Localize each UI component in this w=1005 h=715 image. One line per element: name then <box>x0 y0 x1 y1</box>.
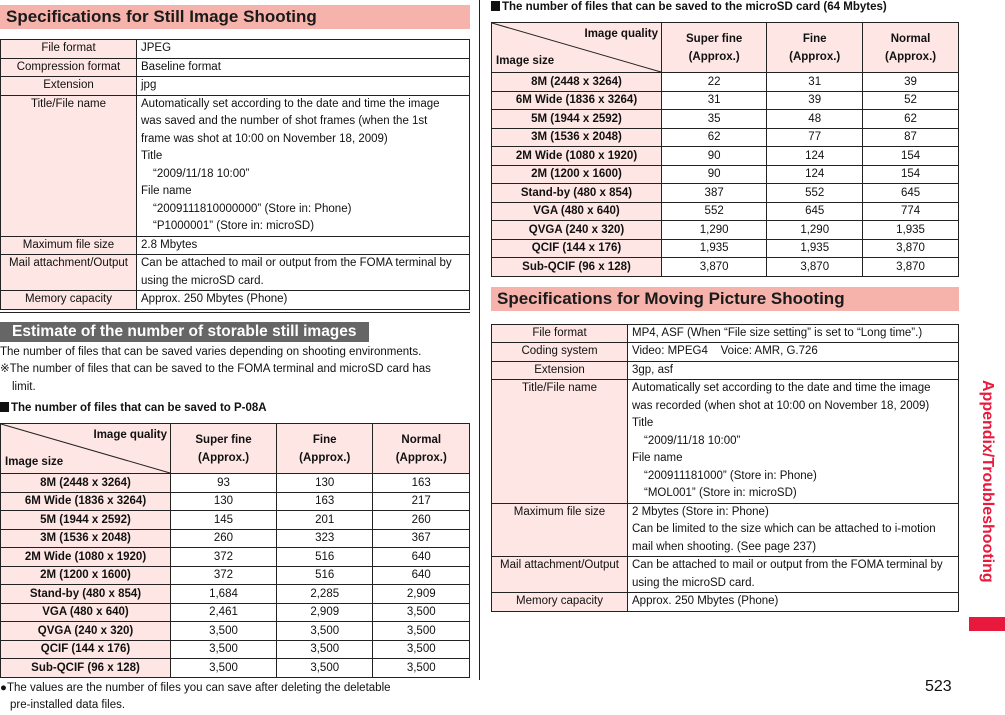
value-cell: 62 <box>662 128 767 147</box>
value-cell: 3,500 <box>373 640 470 659</box>
spec-value: Video: MPEG4 Voice: AMR, G.726 <box>628 343 959 362</box>
table-row <box>1 58 470 77</box>
table-row <box>1 77 470 96</box>
size-cell: QVGA (240 x 320) <box>492 221 662 240</box>
table-row <box>1 640 470 659</box>
value-cell: 387 <box>662 184 767 203</box>
size-cell: Sub-QCIF (96 x 128) <box>492 258 662 277</box>
table-row <box>1 474 470 493</box>
table-row <box>492 503 959 557</box>
value-cell: 645 <box>767 202 863 221</box>
table-row <box>492 593 959 612</box>
value-cell: 22 <box>662 73 767 92</box>
text-line: Normal <box>401 433 442 446</box>
value-cell: 640 <box>373 548 470 567</box>
table-row <box>1 291 470 310</box>
table-row <box>1 40 470 59</box>
table-row <box>492 343 959 362</box>
value-cell: 124 <box>767 147 863 166</box>
side-tab-marker <box>969 617 1005 631</box>
spec-value: MP4, ASF (When “File size setting” is set to “Long time”.) <box>628 324 959 343</box>
size-cell: 3M (1536 x 2048) <box>492 128 662 147</box>
table-row <box>492 202 959 221</box>
value-cell: 31 <box>767 73 863 92</box>
size-cell: 8M (2448 x 3264) <box>1 474 171 493</box>
value-cell: 2,909 <box>276 603 373 622</box>
spec-key: File format <box>492 324 628 343</box>
value-cell: 48 <box>767 110 863 129</box>
value-cell: 1,684 <box>171 585 277 604</box>
value-cell: 3,500 <box>373 622 470 641</box>
value-cell: 3,500 <box>373 603 470 622</box>
value-cell: 52 <box>863 91 959 110</box>
text-line: Automatically set according to the date and time the image <box>632 382 931 394</box>
spec-key: Extension <box>1 77 137 96</box>
value-cell: 154 <box>863 165 959 184</box>
text-line: “200911181000” (Store in: Phone) <box>644 469 817 482</box>
spec-value: Approx. 250 Mbytes (Phone) <box>628 593 959 612</box>
size-cell: QVGA (240 x 320) <box>1 622 171 641</box>
value-cell: 516 <box>276 548 373 567</box>
size-cell: 2M Wide (1080 x 1920) <box>492 147 662 166</box>
value-cell: 323 <box>276 529 373 548</box>
column-header <box>276 424 373 474</box>
value-cell: 1,935 <box>662 239 767 258</box>
value-cell: 87 <box>863 128 959 147</box>
text-line: using the microSD card. <box>632 576 755 589</box>
value-cell: 1,935 <box>863 221 959 240</box>
table-row <box>1 255 470 291</box>
value-cell: 2,909 <box>373 585 470 604</box>
value-cell: 372 <box>171 548 277 567</box>
text-line: was saved and the number of shot frames (when the 1st <box>141 115 428 127</box>
table-row <box>492 221 959 240</box>
text-line: was recorded (when shot at 10:00 on November 18, 2009) <box>632 399 930 412</box>
table-row <box>492 239 959 258</box>
value-cell: 552 <box>662 202 767 221</box>
spec-value: Approx. 250 Mbytes (Phone) <box>137 291 470 310</box>
table-row <box>492 147 959 166</box>
value-cell: 3,500 <box>171 659 277 678</box>
value-cell: 77 <box>767 128 863 147</box>
table-row <box>492 91 959 110</box>
spec-key: Title/File name <box>492 380 628 504</box>
column-header <box>863 23 959 73</box>
text-line: Can be attached to mail or output from the FOMA terminal by <box>632 559 943 571</box>
text-line: File name <box>141 185 192 197</box>
table-row <box>492 184 959 203</box>
text-line: Automatically set according to the date and time the image <box>141 97 440 110</box>
value-cell: 3,500 <box>373 659 470 678</box>
value-cell: 3,500 <box>171 640 277 659</box>
table-row <box>492 324 959 343</box>
page-number: 523 <box>925 678 952 695</box>
spec-key: Compression format <box>1 58 137 77</box>
value-cell: 130 <box>276 474 373 493</box>
moving-spec-title: Specifications for Moving Picture Shooting <box>491 287 959 311</box>
value-cell: 3,500 <box>171 622 277 641</box>
value-cell: 3,500 <box>276 640 373 659</box>
spec-value <box>628 503 959 557</box>
spec-key: Maximum file size <box>492 503 628 557</box>
value-cell: 145 <box>171 511 277 530</box>
table-row <box>492 128 959 147</box>
text-line: Title <box>632 417 654 429</box>
spec-value: 3gp, asf <box>628 361 959 380</box>
moving-spec-table <box>491 324 959 612</box>
text-line: Title <box>141 150 163 162</box>
value-cell: 774 <box>863 202 959 221</box>
spec-value: jpg <box>137 77 470 96</box>
text-line: mail when shooting. (See page 237) <box>632 540 817 553</box>
size-cell: 8M (2448 x 3264) <box>492 73 662 92</box>
spec-key: Mail attachment/Output <box>492 557 628 593</box>
text-line: (Approx.) <box>299 451 351 464</box>
value-cell: 3,870 <box>863 239 959 258</box>
left-column <box>0 0 470 715</box>
table-row <box>492 110 959 129</box>
square-bullet-icon <box>0 402 9 412</box>
value-cell: 201 <box>276 511 373 530</box>
column-header <box>662 23 767 73</box>
value-cell: 3,500 <box>276 659 373 678</box>
size-cell: 6M Wide (1836 x 3264) <box>1 492 171 511</box>
value-cell: 640 <box>373 566 470 585</box>
estimate-intro: The number of files that can be saved varies depending on shooting environments. <box>0 345 422 358</box>
value-cell: 93 <box>171 474 277 493</box>
table-row <box>1 566 470 585</box>
estimate-note <box>0 361 470 396</box>
size-cell: 3M (1536 x 2048) <box>1 529 171 548</box>
text-line: ※The number of files that can be saved to the FOMA terminal and microSD card has <box>0 363 431 375</box>
column-header <box>767 23 863 73</box>
spec-key: Extension <box>492 361 628 380</box>
value-cell: 217 <box>373 492 470 511</box>
column-header <box>373 424 470 474</box>
table-row <box>1 659 470 678</box>
column-header <box>171 424 277 474</box>
value-cell: 645 <box>863 184 959 203</box>
text-line: “MOL001” (Store in: microSD) <box>644 487 797 499</box>
table-row <box>1 511 470 530</box>
table-row <box>1 603 470 622</box>
value-cell: 31 <box>662 91 767 110</box>
heading-text: The number of files that can be saved to the microSD card (64 Mbytes) <box>502 1 887 13</box>
table-header-row <box>1 424 470 474</box>
text-line: Can be limited to the size which can be attached to i-motion <box>632 523 936 535</box>
table-row <box>1 236 470 255</box>
size-cell: Stand-by (480 x 854) <box>492 184 662 203</box>
size-cell: Sub-QCIF (96 x 128) <box>1 659 171 678</box>
text-line: (Approx.) <box>395 451 447 464</box>
still-spec-table <box>0 39 470 310</box>
size-cell: 2M Wide (1080 x 1920) <box>1 548 171 567</box>
size-cell: 2M (1200 x 1600) <box>1 566 171 585</box>
value-cell: 39 <box>767 91 863 110</box>
phone-count-heading <box>0 402 470 414</box>
diagonal-header-cell <box>1 424 171 474</box>
text-line: “2009/11/18 10:00” <box>644 434 741 447</box>
value-cell: 2,285 <box>276 585 373 604</box>
text-line: “2009111810000000” (Store in: Phone) <box>153 202 352 215</box>
value-cell: 516 <box>276 566 373 585</box>
value-cell: 1,290 <box>767 221 863 240</box>
text-line: (Approx.) <box>789 50 841 63</box>
spec-key: Title/File name <box>1 95 137 236</box>
size-cell: VGA (480 x 640) <box>1 603 171 622</box>
value-cell: 3,870 <box>662 258 767 277</box>
spec-value <box>137 95 470 236</box>
separator-line <box>0 312 470 313</box>
text-line: File name <box>632 452 683 464</box>
text-line: (Approx.) <box>197 451 250 464</box>
text-line: pre-installed data files. <box>10 699 126 711</box>
value-cell: 367 <box>373 529 470 548</box>
value-cell: 260 <box>373 511 470 530</box>
table-row <box>1 492 470 511</box>
microsd-count-table <box>491 22 959 277</box>
text-line: using the microSD card. <box>141 274 264 287</box>
still-spec-title: Specifications for Still Image Shooting <box>0 5 470 29</box>
spec-key: File format <box>1 40 137 59</box>
spec-key: Memory capacity <box>1 291 137 310</box>
size-label: Image size <box>5 456 64 468</box>
size-cell: 6M Wide (1836 x 3264) <box>492 91 662 110</box>
table-row <box>492 165 959 184</box>
spec-key: Maximum file size <box>1 236 137 255</box>
estimate-subtitle: Estimate of the number of storable still images <box>0 322 369 342</box>
size-label: Image size <box>496 55 555 67</box>
value-cell: 3,870 <box>767 258 863 277</box>
spec-key: Memory capacity <box>492 593 628 612</box>
text-line: (Approx.) <box>688 50 740 63</box>
size-cell: 2M (1200 x 1600) <box>492 165 662 184</box>
size-cell: VGA (480 x 640) <box>492 202 662 221</box>
quality-label: Image quality <box>93 429 167 441</box>
text-line: ●The values are the number of files you can save after deleting the deletable <box>0 681 391 694</box>
value-cell: 62 <box>863 110 959 129</box>
square-bullet-icon <box>491 1 500 11</box>
text-line: 2 Mbytes (Store in: Phone) <box>632 505 769 518</box>
table-row <box>1 548 470 567</box>
text-line: “2009/11/18 10:00” <box>153 167 250 180</box>
size-cell: QCIF (144 x 176) <box>1 640 171 659</box>
text-line: Can be attached to mail or output from the FOMA terminal by <box>141 257 452 269</box>
diagonal-header-cell <box>492 23 662 73</box>
size-cell: QCIF (144 x 176) <box>492 239 662 258</box>
table-row <box>492 258 959 277</box>
right-column <box>491 0 959 612</box>
value-cell: 260 <box>171 529 277 548</box>
spec-key: Coding system <box>492 343 628 362</box>
value-cell: 372 <box>171 566 277 585</box>
value-cell: 163 <box>276 492 373 511</box>
table-row <box>492 361 959 380</box>
spec-value <box>628 380 959 504</box>
spec-value: JPEG <box>137 40 470 59</box>
table-header-row <box>492 23 959 73</box>
text-line: frame was shot at 10:00 on November 18, 2009) <box>141 132 388 145</box>
value-cell: 163 <box>373 474 470 493</box>
text-line: Super fine <box>686 32 743 45</box>
value-cell: 90 <box>662 165 767 184</box>
spec-value: 2.8 Mbytes <box>137 236 470 255</box>
value-cell: 154 <box>863 147 959 166</box>
table-row <box>1 585 470 604</box>
spec-value <box>137 255 470 291</box>
value-cell: 552 <box>767 184 863 203</box>
text-line: “P1000001” (Store in: microSD) <box>153 220 315 232</box>
size-cell: 5M (1944 x 2592) <box>492 110 662 129</box>
heading-text: The number of files that can be saved to P-08A <box>11 402 267 414</box>
table-row <box>1 95 470 236</box>
side-tab-label: Appendix/Troubleshooting <box>979 380 996 583</box>
table-row <box>492 73 959 92</box>
table-row <box>492 380 959 504</box>
table-row <box>1 529 470 548</box>
text-line: Normal <box>890 32 931 45</box>
size-cell: 5M (1944 x 2592) <box>1 511 171 530</box>
value-cell: 1,290 <box>662 221 767 240</box>
spec-value <box>628 557 959 593</box>
table-row <box>1 622 470 641</box>
value-cell: 35 <box>662 110 767 129</box>
text-line: Fine <box>312 433 337 446</box>
microsd-count-heading <box>491 0 959 14</box>
phone-count-table <box>0 423 470 678</box>
column-divider <box>479 0 480 680</box>
value-cell: 3,500 <box>276 622 373 641</box>
size-cell: Stand-by (480 x 854) <box>1 585 171 604</box>
text-line: limit. <box>12 380 36 393</box>
value-cell: 130 <box>171 492 277 511</box>
value-cell: 3,870 <box>863 258 959 277</box>
value-cell: 1,935 <box>767 239 863 258</box>
text-line: Super fine <box>195 433 252 446</box>
value-cell: 124 <box>767 165 863 184</box>
value-cell: 39 <box>863 73 959 92</box>
footnote <box>0 680 470 715</box>
quality-label: Image quality <box>584 28 658 40</box>
spec-key: Mail attachment/Output <box>1 255 137 291</box>
table-row <box>492 557 959 593</box>
value-cell: 90 <box>662 147 767 166</box>
text-line: (Approx.) <box>885 50 937 63</box>
text-line: Fine <box>802 32 827 45</box>
spec-value: Baseline format <box>137 58 470 77</box>
value-cell: 2,461 <box>171 603 277 622</box>
